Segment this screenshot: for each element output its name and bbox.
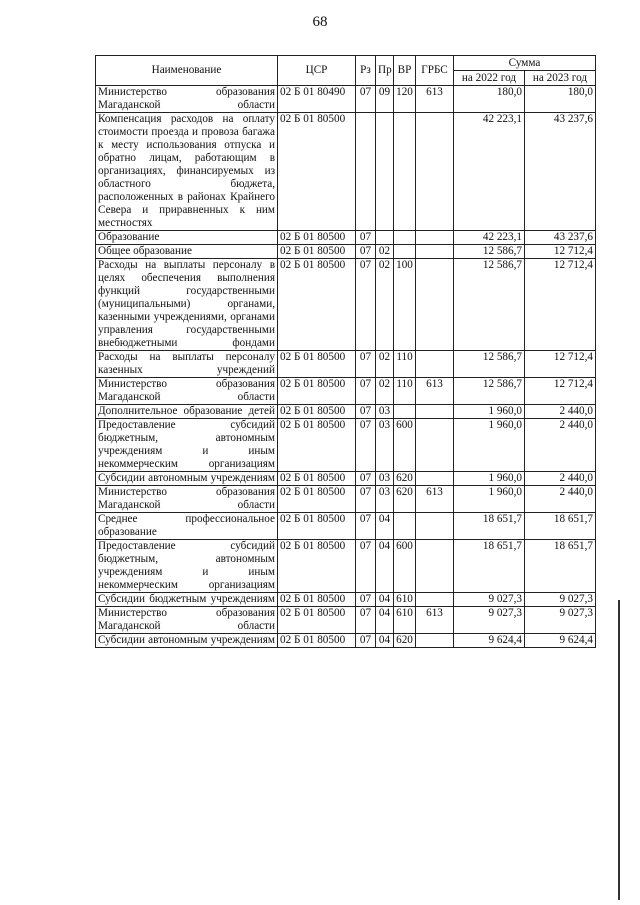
row-pr: 09 — [376, 86, 394, 113]
table-row — [96, 472, 596, 486]
header-pr: Пр — [376, 56, 394, 86]
row-sum-2022: 12 586,7 — [454, 351, 525, 378]
row-vr — [394, 513, 416, 540]
row-rz: 07 — [356, 259, 376, 351]
row-vr: 100 — [394, 259, 416, 351]
row-csr: 02 Б 01 80500 — [278, 245, 356, 259]
row-name: Образование — [96, 231, 278, 245]
row-sum-2023: 18 651,7 — [525, 540, 596, 593]
row-sum-2023: 2 440,0 — [525, 486, 596, 513]
row-grbs — [416, 259, 454, 351]
row-rz: 07 — [356, 634, 376, 648]
row-sum-2023: 180,0 — [525, 86, 596, 113]
row-sum-2022: 180,0 — [454, 86, 525, 113]
row-pr: 04 — [376, 593, 394, 607]
row-sum-2023: 9 027,3 — [525, 593, 596, 607]
row-pr: 02 — [376, 245, 394, 259]
row-rz: 07 — [356, 405, 376, 419]
row-sum-2022: 1 960,0 — [454, 472, 525, 486]
header-grbs: ГРБС — [416, 56, 454, 86]
row-name: Общее образование — [96, 245, 278, 259]
row-csr: 02 Б 01 80500 — [278, 419, 356, 472]
row-rz: 07 — [356, 231, 376, 245]
row-pr: 02 — [376, 378, 394, 405]
header-vr: ВР — [394, 56, 416, 86]
budget-table — [95, 55, 596, 648]
row-sum-2022: 1 960,0 — [454, 419, 525, 472]
row-sum-2023: 9 027,3 — [525, 607, 596, 634]
row-name: Расходы на выплаты персоналу казенных учреждений — [96, 351, 278, 378]
row-rz: 07 — [356, 351, 376, 378]
row-grbs — [416, 540, 454, 593]
row-rz: 07 — [356, 245, 376, 259]
row-csr: 02 Б 01 80500 — [278, 607, 356, 634]
page-number: 68 — [312, 14, 328, 30]
row-sum-2023: 12 712,4 — [525, 259, 596, 351]
row-vr: 620 — [394, 486, 416, 513]
row-name: Министерство образования Магаданской области — [96, 486, 278, 513]
header-csr: ЦСР — [278, 56, 356, 86]
row-csr: 02 Б 01 80500 — [278, 634, 356, 648]
row-grbs — [416, 634, 454, 648]
row-csr: 02 Б 01 80500 — [278, 593, 356, 607]
header-rz: Рз — [356, 56, 376, 86]
row-grbs: 613 — [416, 378, 454, 405]
row-sum-2023: 43 237,6 — [525, 231, 596, 245]
row-rz: 07 — [356, 540, 376, 593]
row-sum-2022: 9 027,3 — [454, 607, 525, 634]
row-sum-2022: 1 960,0 — [454, 486, 525, 513]
table-row — [96, 513, 596, 540]
row-sum-2023: 12 712,4 — [525, 378, 596, 405]
row-vr — [394, 245, 416, 259]
row-csr: 02 Б 01 80500 — [278, 540, 356, 593]
header-year-2022: на 2022 год — [454, 71, 525, 86]
row-grbs — [416, 351, 454, 378]
row-vr: 600 — [394, 419, 416, 472]
scan-edge-line — [618, 600, 620, 900]
row-pr: 03 — [376, 419, 394, 472]
row-name: Министерство образования Магаданской области — [96, 86, 278, 113]
table-row — [96, 486, 596, 513]
row-pr: 02 — [376, 259, 394, 351]
row-grbs: 613 — [416, 607, 454, 634]
table-row — [96, 231, 596, 245]
row-name: Дополнительное образование детей — [96, 405, 278, 419]
row-vr: 110 — [394, 351, 416, 378]
row-grbs — [416, 231, 454, 245]
row-pr: 04 — [376, 607, 394, 634]
row-rz: 07 — [356, 607, 376, 634]
row-grbs — [416, 472, 454, 486]
row-vr: 610 — [394, 607, 416, 634]
table-row — [96, 113, 596, 231]
header-sum: Сумма — [454, 56, 596, 71]
row-pr — [376, 113, 394, 231]
row-grbs — [416, 513, 454, 540]
row-sum-2023: 12 712,4 — [525, 245, 596, 259]
row-sum-2022: 12 586,7 — [454, 245, 525, 259]
table-row — [96, 245, 596, 259]
row-sum-2022: 42 223,1 — [454, 113, 525, 231]
row-rz — [356, 113, 376, 231]
row-sum-2023: 2 440,0 — [525, 472, 596, 486]
row-pr: 04 — [376, 540, 394, 593]
row-sum-2023: 12 712,4 — [525, 351, 596, 378]
row-grbs — [416, 593, 454, 607]
row-sum-2022: 12 586,7 — [454, 378, 525, 405]
row-grbs — [416, 419, 454, 472]
row-sum-2023: 2 440,0 — [525, 419, 596, 472]
row-grbs: 613 — [416, 86, 454, 113]
row-pr: 03 — [376, 486, 394, 513]
row-name: Министерство образования Магаданской области — [96, 607, 278, 634]
table-row — [96, 593, 596, 607]
row-name: Расходы на выплаты персоналу в целях обеспечения выполнения функций государственными (муниципальными) органами, казенными учреждениями, органами управления государственными внебюджетными фондами — [96, 259, 278, 351]
row-name: Субсидии бюджетным учреждениям — [96, 593, 278, 607]
row-sum-2022: 18 651,7 — [454, 540, 525, 593]
table-row — [96, 259, 596, 351]
row-sum-2023: 9 624,4 — [525, 634, 596, 648]
row-pr: 04 — [376, 634, 394, 648]
table-row — [96, 86, 596, 113]
table-row — [96, 405, 596, 419]
row-rz: 07 — [356, 472, 376, 486]
row-sum-2022: 9 624,4 — [454, 634, 525, 648]
row-vr: 600 — [394, 540, 416, 593]
row-csr: 02 Б 01 80500 — [278, 259, 356, 351]
row-csr: 02 Б 01 80500 — [278, 351, 356, 378]
row-rz: 07 — [356, 593, 376, 607]
row-pr — [376, 231, 394, 245]
row-pr: 03 — [376, 405, 394, 419]
table-row — [96, 419, 596, 472]
row-name: Министерство образования Магаданской области — [96, 378, 278, 405]
row-name: Компенсация расходов на оплату стоимости проезда и провоза багажа к месту использования отпуска и обратно лицам, работающим в организациях, финансируемых из областного бюджета, расположенных в районах Крайнего Севера и приравненных к ним местностях — [96, 113, 278, 231]
row-pr: 03 — [376, 472, 394, 486]
row-sum-2022: 1 960,0 — [454, 405, 525, 419]
row-sum-2022: 12 586,7 — [454, 259, 525, 351]
row-vr: 620 — [394, 634, 416, 648]
row-name: Субсидии автономным учреждениям — [96, 634, 278, 648]
table-row — [96, 540, 596, 593]
row-vr: 610 — [394, 593, 416, 607]
table-row — [96, 634, 596, 648]
row-rz: 07 — [356, 513, 376, 540]
row-name: Среднее профессиональное образование — [96, 513, 278, 540]
row-rz: 07 — [356, 378, 376, 405]
row-grbs — [416, 405, 454, 419]
row-csr: 02 Б 01 80500 — [278, 472, 356, 486]
row-sum-2022: 42 223,1 — [454, 231, 525, 245]
row-sum-2022: 9 027,3 — [454, 593, 525, 607]
row-name: Субсидии автономным учреждениям — [96, 472, 278, 486]
row-vr — [394, 231, 416, 245]
row-grbs — [416, 245, 454, 259]
table-row — [96, 351, 596, 378]
row-vr — [394, 405, 416, 419]
row-sum-2023: 18 651,7 — [525, 513, 596, 540]
row-csr: 02 Б 01 80500 — [278, 231, 356, 245]
row-vr: 110 — [394, 378, 416, 405]
row-name: Предоставление субсидий бюджетным, автономным учреждениям и иным некоммерческим организациям — [96, 419, 278, 472]
row-vr: 120 — [394, 86, 416, 113]
row-rz: 07 — [356, 86, 376, 113]
row-name: Предоставление субсидий бюджетным, автономным учреждениям и иным некоммерческим организациям — [96, 540, 278, 593]
row-rz: 07 — [356, 419, 376, 472]
row-csr: 02 Б 01 80500 — [278, 378, 356, 405]
row-csr: 02 Б 01 80500 — [278, 405, 356, 419]
row-pr: 04 — [376, 513, 394, 540]
row-sum-2023: 43 237,6 — [525, 113, 596, 231]
row-sum-2023: 2 440,0 — [525, 405, 596, 419]
row-csr: 02 Б 01 80490 — [278, 86, 356, 113]
row-grbs: 613 — [416, 486, 454, 513]
row-csr: 02 Б 01 80500 — [278, 486, 356, 513]
table-row — [96, 607, 596, 634]
row-csr: 02 Б 01 80500 — [278, 513, 356, 540]
row-csr: 02 Б 01 80500 — [278, 113, 356, 231]
row-vr — [394, 113, 416, 231]
row-rz: 07 — [356, 486, 376, 513]
row-pr: 02 — [376, 351, 394, 378]
header-name: Наименование — [96, 56, 278, 86]
table-row — [96, 378, 596, 405]
row-vr: 620 — [394, 472, 416, 486]
header-year-2023: на 2023 год — [525, 71, 596, 86]
row-grbs — [416, 113, 454, 231]
row-sum-2022: 18 651,7 — [454, 513, 525, 540]
